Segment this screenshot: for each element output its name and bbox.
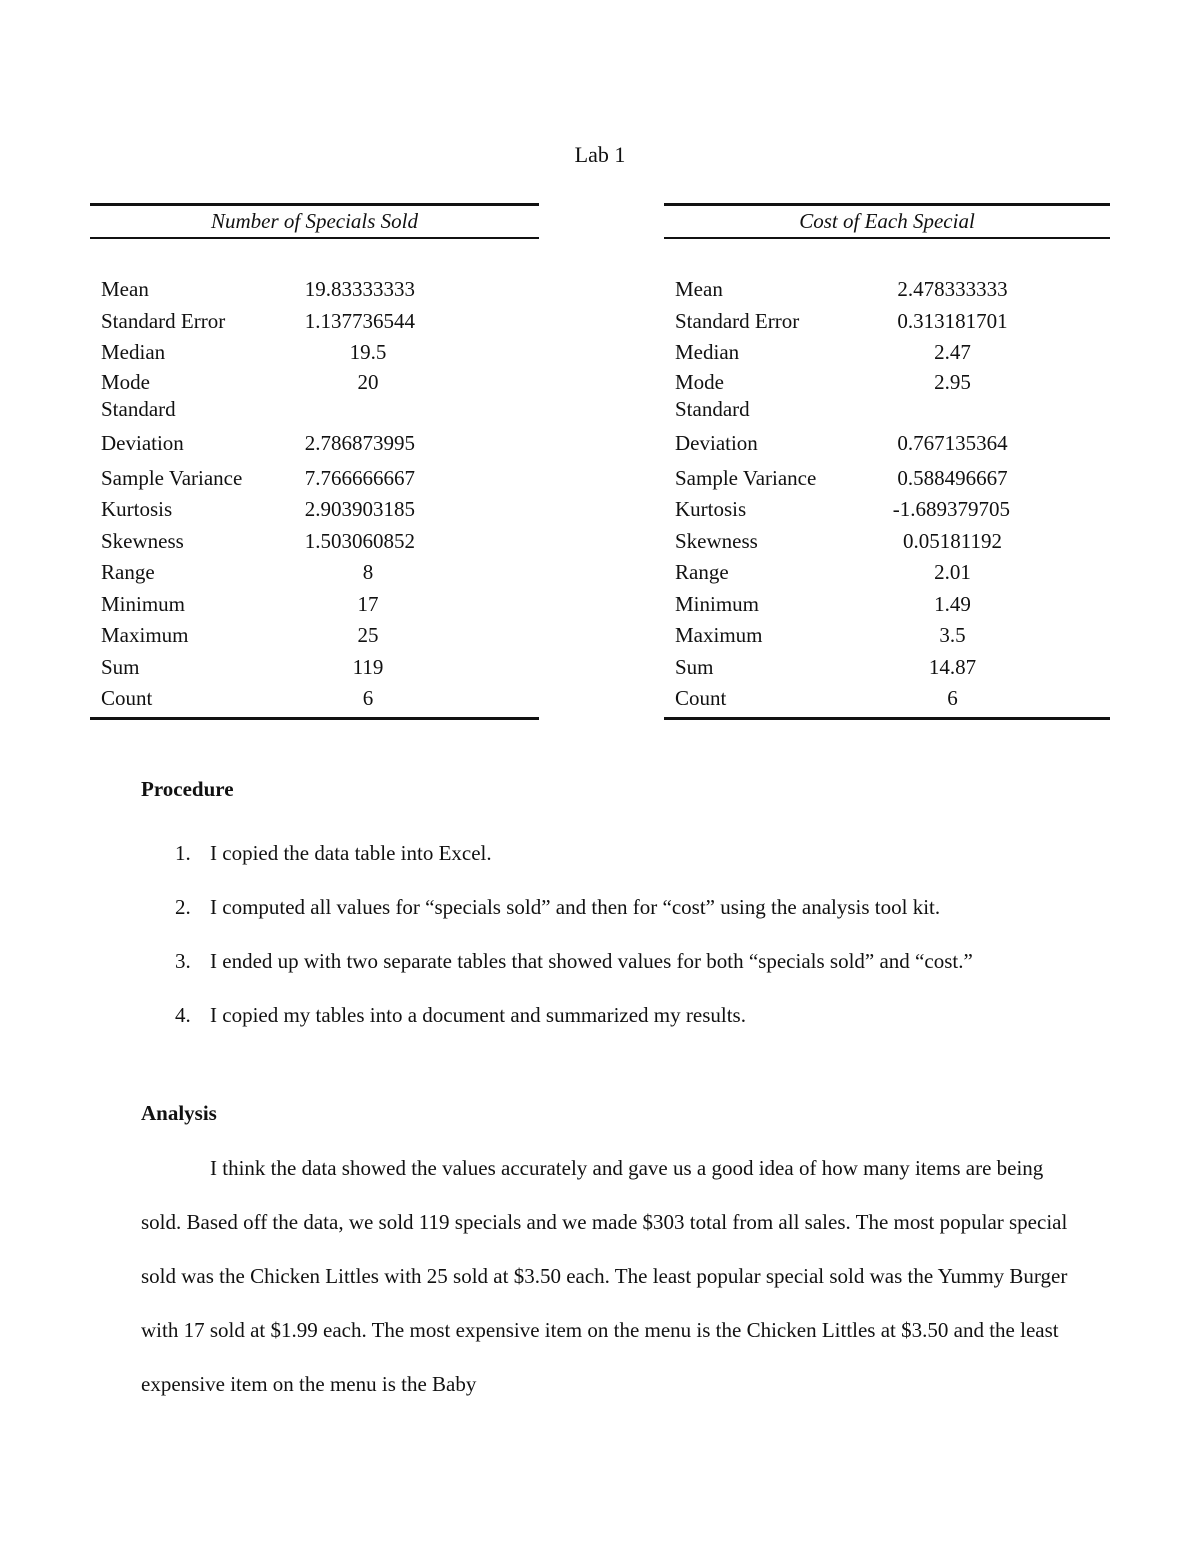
stat-label: Standard Error [101,308,226,333]
stat-label: Median [101,340,166,364]
table-body [664,274,1110,720]
stat-value: 19.5 [349,340,387,364]
stat-label: Maximum [675,623,763,647]
table-row [664,652,1110,684]
document-title: Lab 1 [574,142,626,167]
stat-label: Deviation [101,430,184,455]
stat-label: Minimum [101,591,186,616]
stat-value [321,396,539,423]
stat-label: Count [675,686,727,710]
stat-label: Standard Error [675,308,800,333]
table-row [664,494,1110,526]
stat-value: 6 [947,686,958,710]
table-row [664,620,1110,652]
stat-value: 25 [357,623,379,647]
table-row [90,620,539,652]
list-item-text: I copied my tables into a document and summarized my results. [210,1003,746,1027]
stat-value: 1.49 [934,591,971,616]
stat-label: Minimum [675,591,760,616]
table-row [664,396,1110,423]
stat-value: 0.588496667 [897,465,1008,490]
stat-label: Standard [101,396,176,421]
stat-label: Mean [101,277,149,301]
table-row [90,589,539,621]
list-item-text: I copied the data table into Excel. [210,841,492,865]
analysis-paragraph: I think the data showed the values accurately and gave us a good idea of how many items are being sold. Based off the data, we sold 119 specials and we made $303 total from all sales. The most popular special sold was the Chicken Littles with 25 sold at $3.50 each. The least popular special sold was the Yummy Burger with 17 sold at $1.99 each. The most expensive item on the menu is the Chicken Littles at $3.50 and the least expensive item on the menu is the Baby [141,1156,1068,1396]
stat-value: 0.05181192 [903,528,1002,553]
stat-value: 2.47 [934,340,971,364]
stat-value: 1.137736544 [304,308,415,333]
table-header: Number of Specials Sold [90,203,539,239]
list-item-number: 3. [175,949,191,973]
stat-label: Median [675,340,740,364]
stat-value: 0.313181701 [897,308,1008,333]
stat-label: Mode [675,369,724,394]
table-row [90,463,539,495]
table-row [90,369,539,396]
stat-value: 3.5 [939,623,966,647]
stat-label: Sample Variance [101,465,243,490]
stat-value: 0.767135364 [897,430,1008,455]
table-row [664,463,1110,495]
table-row [664,683,1110,715]
table-row [90,396,539,423]
table-row [664,306,1110,338]
stat-label: Kurtosis [675,497,747,521]
stat-label: Deviation [675,430,758,455]
stat-label: Kurtosis [101,497,173,521]
list-item-number: 4. [175,1003,191,1027]
list-item-number: 1. [175,841,191,865]
stat-value: 6 [362,686,374,710]
table-row [664,369,1110,396]
stat-label: Skewness [675,528,758,553]
list-item [141,826,1061,880]
analysis-heading: Analysis [141,1101,217,1125]
list-item [141,934,1061,988]
stat-label: Mean [675,277,723,301]
stat-value: -1.689379705 [892,497,1010,521]
stat-value: 119 [352,654,384,679]
table-row [90,557,539,589]
list-item-number: 2. [175,895,191,919]
table-row [90,683,539,715]
table-header: Cost of Each Special [664,203,1110,239]
table-row [664,557,1110,589]
table-row [90,337,539,369]
table-row [664,589,1110,621]
list-item [141,880,1061,934]
stat-value: 2.478333333 [897,277,1008,301]
table-row [90,423,539,463]
stat-value: 17 [357,591,379,616]
table-row [90,494,539,526]
stat-label: Mode [101,369,150,394]
stat-label: Range [101,560,155,584]
table-row [90,306,539,338]
stat-label: Count [101,686,153,710]
procedure-list [141,826,1061,1042]
stat-label: Sum [101,654,140,679]
table-row [90,526,539,558]
stat-value: 2.95 [934,369,971,394]
stat-value: 20 [357,369,379,394]
procedure-heading: Procedure [141,777,234,801]
table-row [664,526,1110,558]
stat-value: 14.87 [928,654,977,679]
list-item-text: I ended up with two separate tables that showed values for both “specials sold” and “cost.” [210,949,973,973]
list-item-text: I computed all values for “specials sold” and then for “cost” using the analysis tool kit. [210,895,941,919]
table-row [90,274,539,306]
stat-value: 1.503060852 [304,528,415,553]
stat-value: 7.766666667 [304,465,415,490]
stat-value: 2.903903185 [304,497,415,521]
table-row [664,337,1110,369]
stat-label: Sample Variance [675,465,817,490]
stat-label: Maximum [101,623,189,647]
table-row [664,274,1110,306]
list-item [141,988,1061,1042]
table-row [664,423,1110,463]
stat-value: 19.83333333 [304,277,415,301]
table-row [90,652,539,684]
specials-sold-table [90,203,539,720]
cost-of-special-table [664,203,1110,720]
stat-label: Skewness [101,528,184,553]
table-body [90,274,539,720]
stat-label: Sum [675,654,714,679]
stat-value: 2.786873995 [304,430,415,455]
stat-value: 2.01 [934,560,971,584]
stat-value [895,396,1110,423]
stat-label: Standard [675,396,750,421]
stat-value: 8 [362,560,374,584]
stat-label: Range [675,560,729,584]
